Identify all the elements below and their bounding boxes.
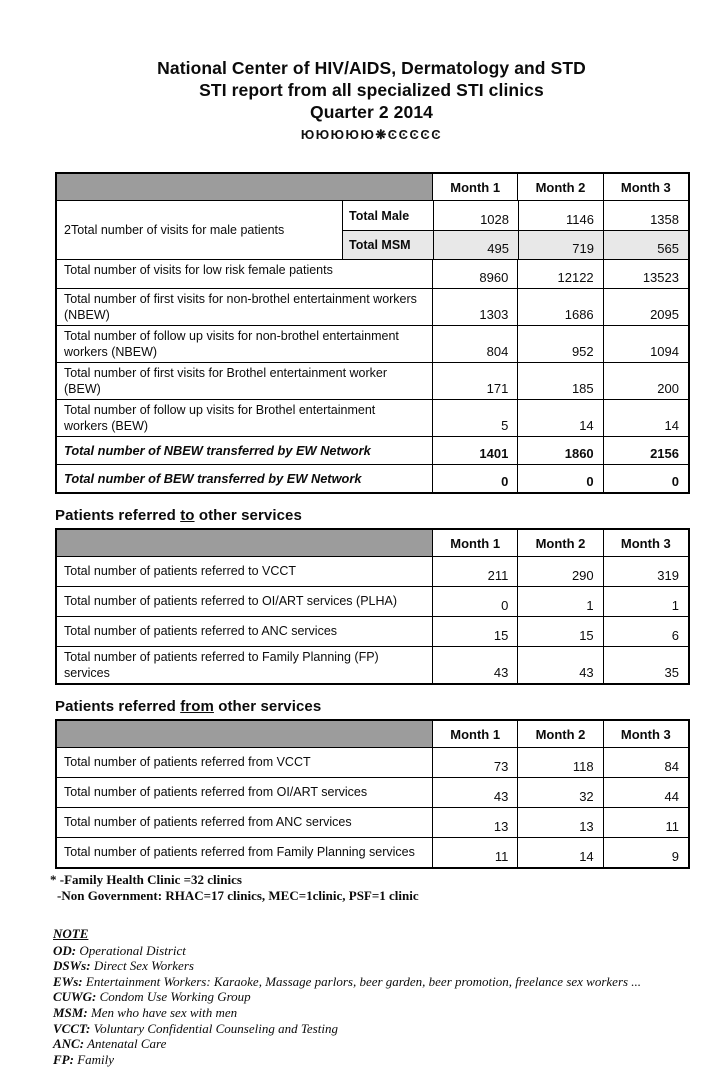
- glossary-definition: Family: [73, 1051, 115, 1067]
- month-1-header: Month 1: [432, 721, 517, 747]
- total-male-month3: 1358: [603, 201, 688, 230]
- month-1-header: Month 1: [432, 530, 517, 556]
- row-value-month3: 319: [603, 557, 688, 586]
- glossary-term: FP:: [53, 1051, 74, 1067]
- row-value-month2: 1: [517, 587, 602, 616]
- glossary-line: [53, 958, 725, 974]
- row-label: Total number of BEW transferred by EW Network: [64, 471, 362, 487]
- row-value-month1: 0: [432, 587, 517, 616]
- month-1-header: Month 1: [432, 174, 517, 200]
- row-value-month3: 1094: [603, 326, 688, 362]
- row-value-month3: 84: [603, 748, 688, 777]
- heading-underlined-word: to: [180, 507, 195, 524]
- referred-from-corner-cell: [57, 721, 432, 747]
- table-row: [57, 616, 688, 646]
- total-male-month2: 1146: [518, 201, 603, 230]
- row-label: Total number of patients referred from Family Planning services: [64, 845, 415, 860]
- table-row: [57, 777, 688, 807]
- row-value-month1: 5: [432, 400, 517, 436]
- total-msm-month3: 565: [603, 231, 688, 259]
- heading-text: Patients referred: [55, 698, 181, 715]
- glossary-line: [53, 943, 725, 959]
- row-value-month2: 14: [517, 838, 602, 867]
- total-msm-month2: 719: [518, 231, 603, 259]
- row-value-month3: 13523: [603, 260, 688, 288]
- row-value-month2: 290: [517, 557, 602, 586]
- row-value-month2: 952: [517, 326, 602, 362]
- table-row: [57, 556, 688, 586]
- table-row: [57, 399, 688, 436]
- heading-underlined-word: from: [180, 698, 214, 715]
- row-value-month2: 185: [517, 363, 602, 399]
- table-row: [57, 586, 688, 616]
- row-value-month2: 1860: [517, 437, 602, 464]
- visits-table-header-row: [57, 174, 688, 200]
- row-value-month1: 211: [432, 557, 517, 586]
- heading-text: other services: [213, 698, 322, 715]
- month-3-header: Month 3: [603, 530, 688, 556]
- row-label: Total number of first visits for Brothel entertainment worker (BEW): [64, 366, 388, 396]
- nbew-transferred-row: [57, 436, 688, 464]
- row-value-month1: 43: [432, 778, 517, 807]
- row-value-month1: 15: [432, 617, 517, 646]
- row-value-month1: 13: [432, 808, 517, 837]
- glossary-definition: Men who have sex with men: [87, 1004, 238, 1020]
- row-value-month3: 14: [603, 400, 688, 436]
- glossary-term: CUWG:: [53, 989, 97, 1005]
- row-value-month2: 1686: [517, 289, 602, 325]
- table-row: [57, 837, 688, 867]
- glossary-line: [53, 1052, 725, 1067]
- report-title-line1: National Center of HIV/AIDS, Dermatology and STD: [157, 58, 586, 78]
- glossary-line: [53, 974, 725, 990]
- month-2-header: Month 2: [517, 721, 602, 747]
- table-row: [57, 807, 688, 837]
- row-value-month2: 12122: [517, 260, 602, 288]
- row-value-month2: 14: [517, 400, 602, 436]
- table-row: [57, 362, 688, 399]
- month-2-header: Month 2: [517, 174, 602, 200]
- row-value-month1: 1303: [432, 289, 517, 325]
- visits-table: [55, 172, 690, 494]
- row-value-month1: 171: [432, 363, 517, 399]
- glossary-line: [53, 1021, 725, 1037]
- row-label: Total number of first visits for non-brothel entertainment workers (NBEW): [64, 292, 417, 322]
- row-value-month3: 9: [603, 838, 688, 867]
- glossary-term: VCCT:: [53, 1020, 91, 1036]
- row-value-month2: 118: [517, 748, 602, 777]
- glossary-definition: Direct Sex Workers: [90, 958, 194, 974]
- glossary-definition: Antenatal Care: [84, 1036, 167, 1052]
- clinic-footnote: [50, 872, 725, 904]
- row-label: Total number of follow up visits for Brothel entertainment workers (BEW): [64, 403, 376, 433]
- row-value-month3: 0: [603, 465, 688, 492]
- total-msm-month1: 495: [433, 231, 518, 259]
- row-label: Total number of patients referred from OI/ART services: [64, 785, 368, 800]
- row-label: Total number of patients referred to Family Planning (FP) services: [64, 650, 379, 680]
- month-2-header: Month 2: [517, 530, 602, 556]
- footnote-line: -Non Government: RHAC=17 clinics, MEC=1clinic, PSF=1 clinic: [57, 888, 419, 903]
- total-male-subrow: [343, 201, 688, 230]
- decorative-ornament: ЮЮЮЮЮ❋ϾϾϾϾϾ: [300, 127, 443, 142]
- row-value-month1: 1401: [432, 437, 517, 464]
- row-value-month3: 35: [603, 647, 688, 683]
- row-label: Total number of visits for low risk female patients: [64, 263, 333, 277]
- heading-text: Patients referred: [55, 507, 181, 524]
- month-3-header: Month 3: [603, 721, 688, 747]
- row-value-month1: 43: [432, 647, 517, 683]
- glossary-term: OD:: [53, 942, 77, 958]
- row-value-month2: 0: [517, 465, 602, 492]
- heading-text: other services: [194, 507, 302, 524]
- glossary-definition: Condom Use Working Group: [96, 989, 251, 1005]
- table-row: [57, 288, 688, 325]
- row-label: Total number of patients referred from VCCT: [64, 755, 311, 770]
- row-value-month2: 32: [517, 778, 602, 807]
- table-row: [57, 747, 688, 777]
- glossary-line: [53, 989, 725, 1005]
- row-label: Total number of patients referred to OI/ART services (PLHA): [64, 594, 398, 609]
- referred-from-table: [55, 719, 690, 869]
- report-title-line3: Quarter 2 2014: [309, 102, 433, 122]
- glossary-term: EWs:: [53, 973, 83, 989]
- row-value-month1: 0: [432, 465, 517, 492]
- row-value-month1: 11: [432, 838, 517, 867]
- row-value-month3: 2095: [603, 289, 688, 325]
- male-visits-subrows: [342, 201, 688, 259]
- bew-transferred-row: [57, 464, 688, 492]
- glossary-term: MSM:: [53, 1004, 88, 1020]
- row-value-month2: 15: [517, 617, 602, 646]
- total-msm-subrow: [343, 230, 688, 259]
- row-value-month2: 43: [517, 647, 602, 683]
- report-title-line2: STI report from all specialized STI clinics: [199, 80, 544, 100]
- glossary-line: [53, 1005, 725, 1021]
- row-label: Total number of NBEW transferred by EW Network: [64, 443, 371, 459]
- visits-table-corner-cell: [57, 174, 432, 200]
- referred-from-heading: [55, 698, 725, 715]
- month-3-header: Month 3: [603, 174, 688, 200]
- note-heading: NOTE: [53, 926, 89, 941]
- row-value-month2: 13: [517, 808, 602, 837]
- footnote-line: * -Family Health Clinic =32 clinics: [50, 872, 242, 887]
- male-visits-row: [57, 200, 688, 259]
- row-label: Total number of patients referred from ANC services: [64, 815, 352, 830]
- row-value-month3: 2156: [603, 437, 688, 464]
- row-value-month3: 1: [603, 587, 688, 616]
- referred-to-table: [55, 528, 690, 685]
- referred-to-heading: [55, 507, 725, 524]
- referred-from-header-row: [57, 721, 688, 747]
- row-value-month1: 73: [432, 748, 517, 777]
- note-glossary: [53, 926, 725, 1067]
- referred-to-header-row: [57, 530, 688, 556]
- row-label: Total number of patients referred to VCCT: [64, 564, 297, 579]
- referred-to-corner-cell: [57, 530, 432, 556]
- row-value-month3: 200: [603, 363, 688, 399]
- row-value-month3: 6: [603, 617, 688, 646]
- row-value-month3: 44: [603, 778, 688, 807]
- glossary-definition: Entertainment Workers: Karaoke, Massage parlors, beer garden, beer promotion, freelance sex workers ...: [82, 973, 642, 989]
- total-msm-label: Total MSM: [343, 231, 433, 259]
- row-label: Total number of patients referred to ANC services: [64, 624, 338, 639]
- row-value-month1: 804: [432, 326, 517, 362]
- glossary-term: ANC:: [53, 1036, 85, 1052]
- glossary-definition: Operational District: [76, 942, 186, 958]
- glossary-line: [53, 1036, 725, 1052]
- row-value-month1: 8960: [432, 260, 517, 288]
- report-title-block: [0, 0, 725, 143]
- table-row: [57, 325, 688, 362]
- table-row: [57, 259, 688, 288]
- male-visits-label: 2Total number of visits for male patients: [64, 223, 285, 237]
- row-value-month3: 11: [603, 808, 688, 837]
- total-male-label: Total Male: [349, 208, 410, 223]
- glossary-definition: Voluntary Confidential Counseling and Testing: [90, 1020, 338, 1036]
- glossary-term: DSWs:: [53, 958, 91, 974]
- table-row: [57, 646, 688, 683]
- row-label: Total number of follow up visits for non-brothel entertainment workers (NBEW): [64, 329, 399, 359]
- total-male-month1: 1028: [433, 201, 518, 230]
